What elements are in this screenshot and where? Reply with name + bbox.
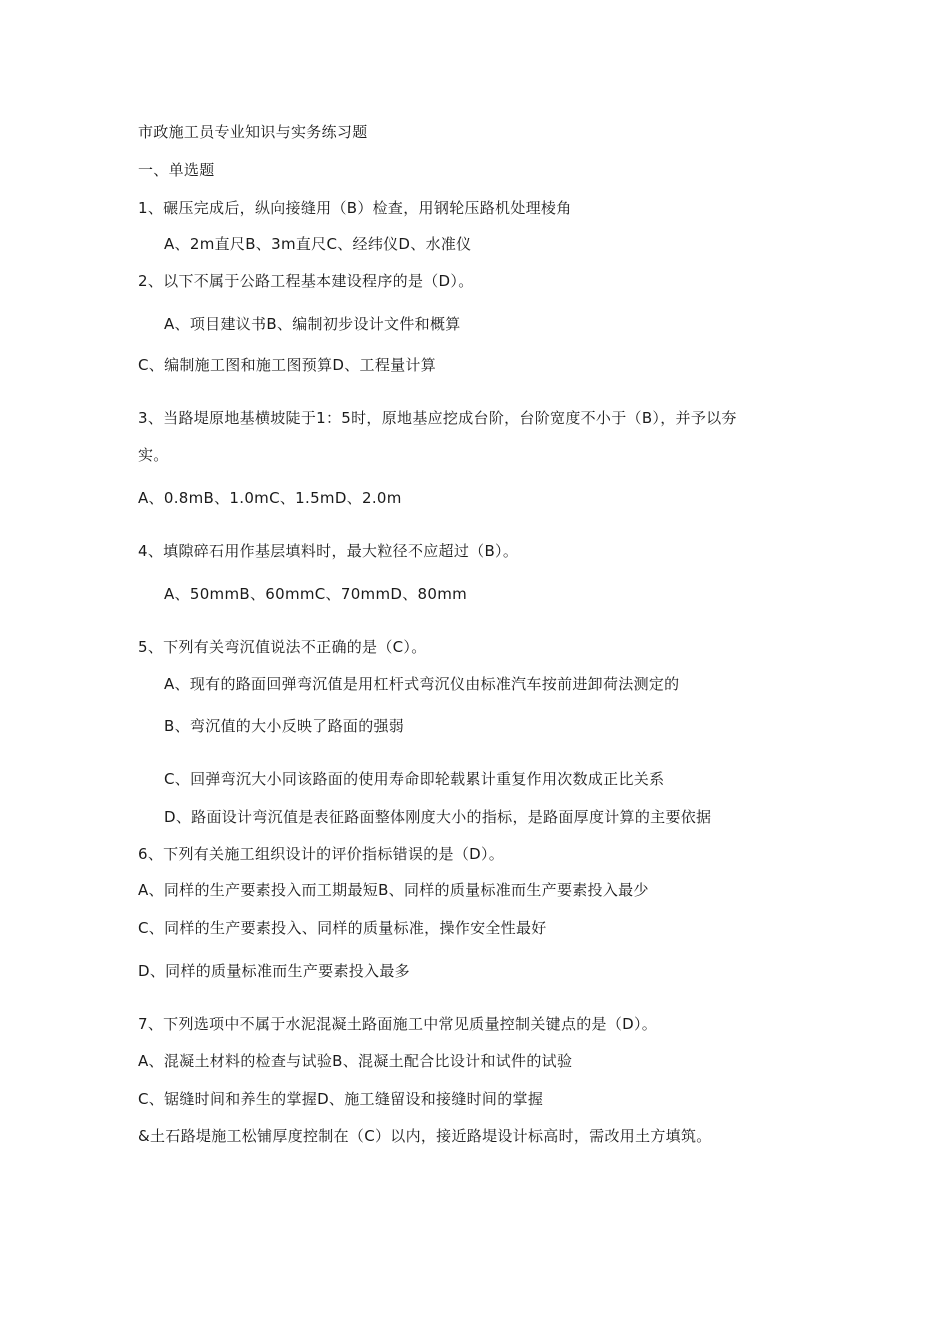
question-7: 7、下列选项中不属于水泥混凝土路面施工中常见质量控制关键点的是（D）。 (138, 1015, 658, 1033)
section-heading: 一、单选题 (138, 161, 215, 179)
question-7-options-ab: A、混凝土材料的检查与试验B、混凝土配合比设计和试件的试验 (138, 1052, 573, 1070)
question-2-options-cd: C、编制施工图和施工图预算D、工程量计算 (138, 356, 437, 374)
question-5-option-b: B、弯沉值的大小反映了路面的强弱 (164, 717, 405, 735)
question-2-options-ab: A、项目建议书B、编制初步设计文件和概算 (164, 315, 461, 333)
question-5-option-c: C、回弹弯沉大小同该路面的使用寿命即轮载累计重复作用次数成正比关系 (164, 770, 665, 788)
question-8: &土石路堤施工松铺厚度控制在（C）以内，接近路堤设计标高时，需改用土方填筑。 (138, 1127, 712, 1145)
question-1: 1、碾压完成后，纵向接缝用（B）检查，用钢轮压路机处理棱角 (138, 199, 572, 217)
question-6-option-c: C、同样的生产要素投入、同样的质量标准，操作安全性最好 (138, 919, 547, 937)
question-6: 6、下列有关施工组织设计的评价指标错误的是（D）。 (138, 845, 505, 863)
question-5-option-a: A、现有的路面回弹弯沉值是用杠杆式弯沉仪由标准汽车按前进卸荷法测定的 (164, 675, 680, 693)
question-2: 2、以下不属于公路工程基本建设程序的是（D）。 (138, 272, 474, 290)
question-1-options: A、2m直尺B、3m直尺C、经纬仪D、水准仪 (164, 235, 472, 253)
question-3-continued: 实。 (138, 446, 169, 464)
question-7-options-cd: C、锯缝时间和养生的掌握D、施工缝留设和接缝时间的掌握 (138, 1090, 544, 1108)
question-3-options: A、0.8mB、1.0mC、1.5mD、2.0m (138, 489, 402, 507)
question-5-option-d: D、路面设计弯沉值是表征路面整体刚度大小的指标，是路面厚度计算的主要依据 (164, 808, 712, 826)
question-3: 3、当路堤原地基横坡陡于1：5时，原地基应挖成台阶，台阶宽度不小于（B），并予以夯 (138, 409, 737, 427)
question-4-options: A、50mmB、60mmC、70mmD、80mm (164, 585, 468, 603)
question-6-option-d: D、同样的质量标准而生产要素投入最多 (138, 962, 410, 980)
question-4: 4、填隙碎石用作基层填料时，最大粒径不应超过（B）。 (138, 542, 519, 560)
document-title: 市政施工员专业知识与实务练习题 (138, 123, 368, 141)
question-6-options-ab: A、同样的生产要素投入而工期最短B、同样的质量标准而生产要素投入最少 (138, 881, 649, 899)
question-5: 5、下列有关弯沉值说法不正确的是（C）。 (138, 638, 427, 656)
